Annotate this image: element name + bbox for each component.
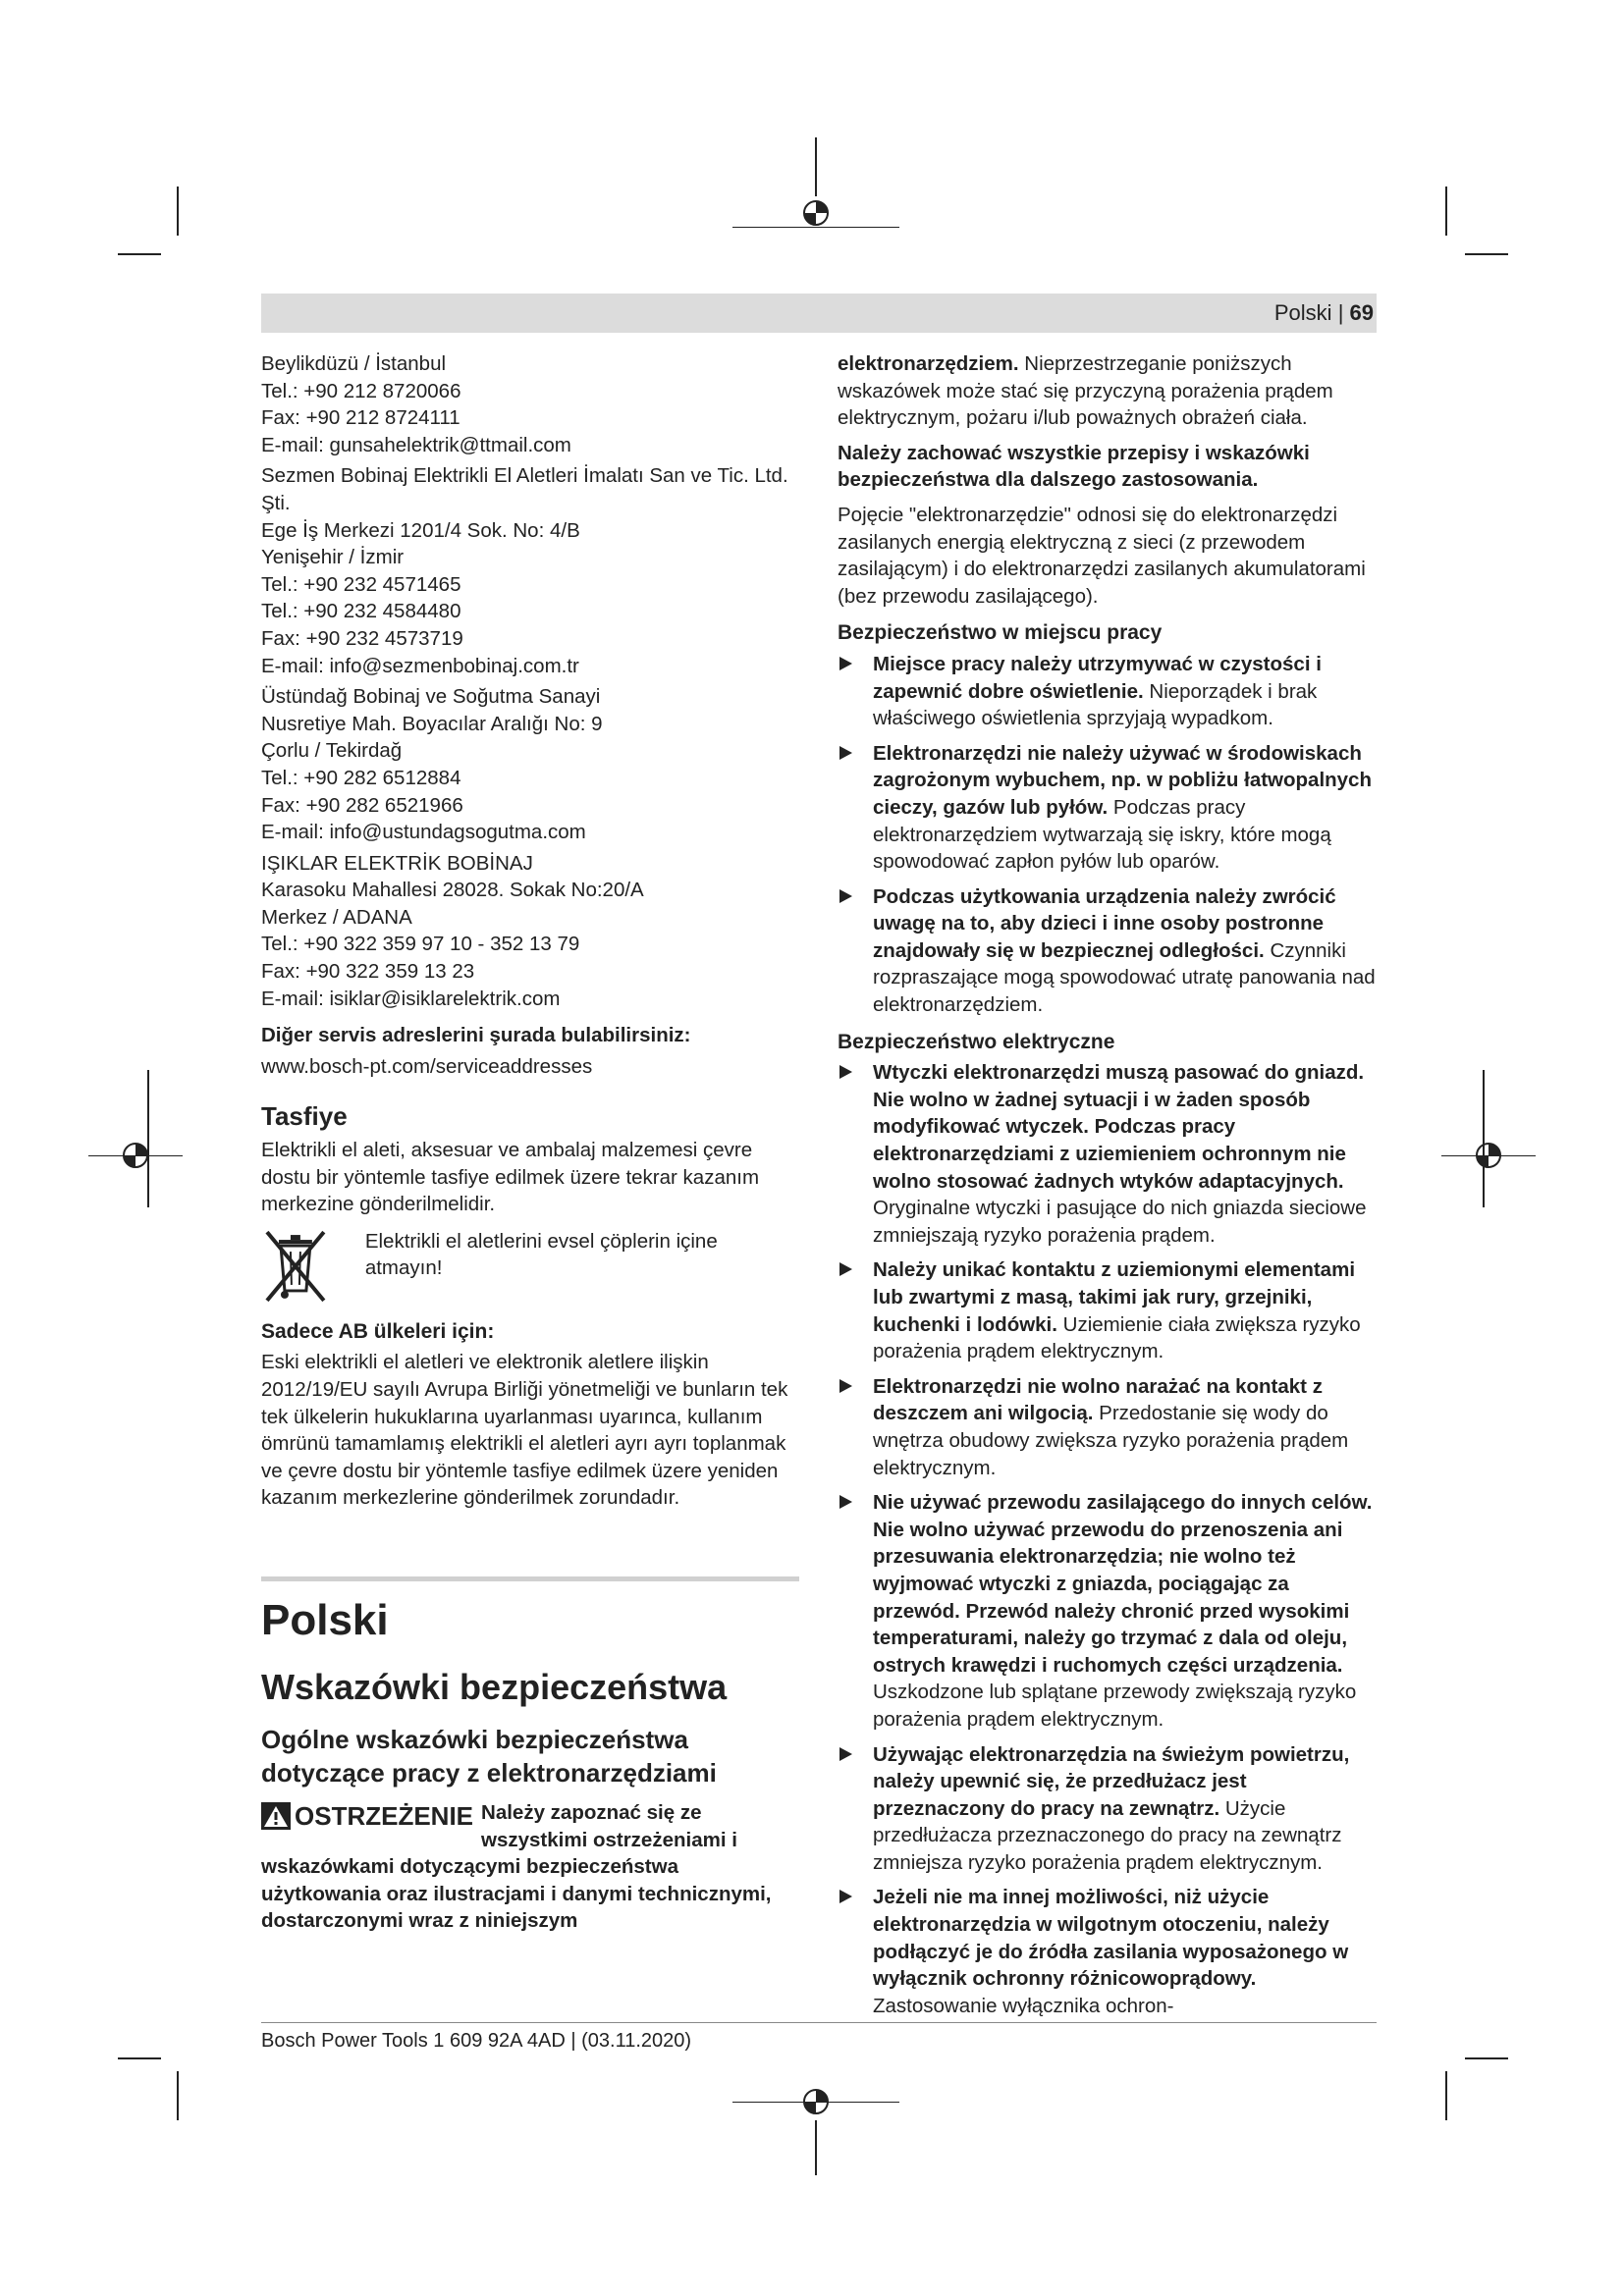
crop-mark	[1465, 253, 1508, 255]
address-line: Tel.: +90 212 8720066	[261, 379, 461, 402]
crop-mark	[815, 137, 817, 196]
other-service-heading: Diğer servis adreslerini şurada bulabilirsiniz:	[261, 1024, 691, 1047]
disposal-text: Elektrikli el aletlerini evsel çöplerin içine atmayın!	[364, 1229, 718, 1280]
address-line: Nusretiye Mah. Boyacılar Aralığı No: 9	[261, 712, 603, 735]
address-line: Fax: +90 232 4573719	[261, 626, 463, 650]
list-item	[838, 1489, 1378, 1733]
address-line: Merkez / ADANA	[261, 905, 412, 929]
address-line: IŞIKLAR ELEKTRİK BOBİNAJ	[261, 851, 533, 875]
definition-text: Pojęcie "elektronarzędzie" odnosi się do elektronarzędzi zasilanych energią elektryczną z sieci (z przewodem zasilającym) i do elektronarzędzi zasilanych akumulatorami (bez przewodu zasilającego).	[838, 503, 1366, 608]
address-line: Fax: +90 212 8724111	[261, 406, 460, 430]
list-item-text: Uszkodzone lub splątane przewody zwiększają ryzyko porażenia prądem elektrycznym.	[873, 1681, 1357, 1731]
intro-bold: elektronarzędziem.	[838, 352, 1019, 375]
page-number: 69	[1349, 300, 1374, 325]
list-item-bold: Elektronarzędzi nie należy używać w środowiskach zagrożonym wybuchem, np. w pobliżu łatwopalnych cieczy, gazów lub pyłów.	[873, 741, 1372, 819]
page-header-bar	[261, 294, 1377, 333]
keep-instructions: Należy zachować wszystkie przepisy i wskazówki bezpieczeństwa dla dalszego zastosowania.	[838, 441, 1310, 492]
address-block	[261, 850, 799, 1013]
address-line: Sezmen Bobinaj Elektrikli El Aletleri İmalatı San ve Tic. Ltd.	[261, 464, 788, 488]
warning-icon	[261, 1802, 291, 1830]
page-header	[1274, 299, 1374, 327]
bullet-arrow-icon	[839, 657, 852, 670]
list-item-bold: Jeżeli nie ma innej możliwości, niż użycie elektronarzędzia w wilgotnym otoczeniu, należy podłączyć je do źródła zasilania wyposażonego w wyłącznik ochronny różnicowoprądowy.	[873, 1886, 1349, 1991]
list-item-text: Użycie przedłużacza przeznaczonego do pracy na zewnątrz zmniejsza ryzyko porażenia prądem elektrycznym.	[873, 1796, 1342, 1874]
polski-heading: Polski	[261, 1595, 389, 1644]
safety-heading: Wskazówki bezpieczeństwa	[261, 1666, 728, 1707]
address-line: Fax: +90 282 6521966	[261, 793, 463, 817]
address-block	[261, 683, 799, 846]
address-line: Tel.: +90 322 359 97 10 - 352 13 79	[261, 933, 580, 956]
crop-mark	[177, 187, 179, 236]
address-list	[261, 350, 799, 1012]
bullet-arrow-icon	[839, 746, 852, 760]
crop-mark	[1465, 2057, 1508, 2059]
list-item	[838, 883, 1378, 1019]
address-line: Tel.: +90 282 6512884	[261, 766, 461, 789]
address-line: Tel.: +90 232 4584480	[261, 600, 461, 623]
intro-paragraph	[838, 350, 1378, 432]
header-separator: |	[1337, 300, 1350, 325]
workplace-list	[838, 651, 1378, 1019]
crop-mark	[118, 2057, 161, 2059]
bullet-arrow-icon	[839, 889, 852, 903]
ab-text: Eski elektrikli el aletleri ve elektronik aletlere ilişkin 2012/19/EU sayılı Avrupa Birliği yönetmeliği ve bunların tek tek ülkelerin hukuklarına uyarlanması uyarınca, kullanım ömrünü tamamlamış elektrikli el aletleri ayrı ayrı toplanmak ve çevre dostu bir yöntemle tasfiye edilmek üzere yeniden kazanım merkezlerine gönderilmek zorundadır.	[261, 1351, 788, 1510]
address-line: Yenişehir / İzmir	[261, 546, 405, 569]
list-item-text: Czynniki rozpraszające mogą spowodować utratę panowania nad elektronarzędziem.	[873, 938, 1376, 1017]
address-line: Ege İş Merkezi 1201/4 Sok. No: 4/B	[261, 518, 580, 542]
crop-mark	[815, 2120, 817, 2175]
list-item-text: Uziemienie ciała zwiększa ryzyko porażenia prądem elektrycznym.	[873, 1312, 1361, 1363]
crop-mark	[177, 2071, 179, 2120]
ab-heading: Sadece AB ülkeleri için:	[261, 1319, 495, 1343]
intro-text: Nieprzestrzeganie poniższych wskazówek może stać się przyczyną porażenia prądem elektrycznym, pożaru i/lub poważnych obrażeń ciała.	[838, 352, 1333, 430]
service-url: www.bosch-pt.com/serviceaddresses	[261, 1054, 593, 1078]
address-line: Tel.: +90 232 4571465	[261, 572, 461, 596]
tasfiye-heading: Tasfiye	[261, 1101, 348, 1132]
list-item	[838, 1373, 1378, 1481]
crop-mark	[118, 253, 161, 255]
address-line: Fax: +90 322 359 13 23	[261, 960, 475, 984]
crop-mark	[1445, 2071, 1447, 2120]
list-item-bold: Miejsce pracy należy utrzymywać w czystości i zapewnić dobre oświetlenie.	[873, 652, 1322, 703]
bullet-arrow-icon	[839, 1890, 852, 1903]
list-item-bold: Elektronarzędzi nie wolno narażać na kontakt z deszczem ani wilgocią.	[873, 1374, 1323, 1425]
warning-label: OSTRZEŻENIE	[295, 1800, 474, 1831]
list-item-text: Przedostanie się wody do wnętrza obudowy zwiększa ryzyko porażenia prądem elektrycznym.	[873, 1402, 1349, 1479]
address-block	[261, 350, 799, 458]
address-line: E-mail: info@sezmenbobinaj.com.tr	[261, 654, 579, 677]
crop-mark	[88, 1155, 183, 1156]
address-line: E-mail: isiklar@isiklarelektrik.com	[261, 987, 561, 1010]
warning-block	[261, 1799, 799, 1935]
electrical-list	[838, 1059, 1378, 2019]
list-item-bold: Używając elektronarzędzia na świeżym powietrzu, należy upewnić się, że przedłużacz jest przeznaczony do pracy na zewnątrz.	[873, 1742, 1350, 1820]
list-item	[838, 1059, 1378, 1249]
header-section: Polski	[1273, 300, 1332, 325]
general-safety-heading: Ogólne wskazówki bezpieczeństwa dotyczące pracy z elektronarzędziami	[261, 1724, 717, 1788]
list-item-text: Podczas pracy elektronarzędziem wytwarzają się iskry, które mogą spowodować zapłon pyłów lub oparów.	[873, 795, 1331, 874]
list-item	[838, 1256, 1378, 1364]
tasfiye-text: Elektrikli el aleti, aksesuar ve ambalaj malzemesi çevre dostu bir yöntemle tasfiye edilmek üzere tekrar kazanım merkezine gönderilmelidir.	[261, 1139, 760, 1216]
bullet-arrow-icon	[839, 1747, 852, 1761]
bullet-arrow-icon	[839, 1495, 852, 1509]
bullet-arrow-icon	[839, 1065, 852, 1079]
crop-mark	[732, 2102, 899, 2103]
warning-text: Należy zapoznać się ze wszystkimi ostrzeżeniami i wskazówkami dotyczącymi bezpieczeństwa użytkowania oraz ilustracjami i danymi technicznymi, dostarczonymi wraz z niniejszym	[261, 1800, 772, 1933]
bullet-arrow-icon	[839, 1262, 852, 1276]
electrical-heading: Bezpieczeństwo elektryczne	[838, 1030, 1115, 1053]
list-item-bold: Wtyczki elektronarzędzi muszą pasować do gniazd. Nie wolno w żadnej sytuacji i w żaden sposób modyfikować wtyczek. Podczas pracy elektronarzędziami z uziemieniem ochronnym nie wolno stosować żadnych wtyków adaptacyjnych.	[873, 1061, 1365, 1193]
address-block	[261, 462, 799, 679]
address-line: Karasoku Mahallesi 28028. Sokak No:20/A	[261, 879, 644, 902]
crossed-bin-icon	[261, 1226, 330, 1307]
address-line: Çorlu / Tekirdağ	[261, 739, 403, 763]
address-line: Üstündağ Bobinaj ve Soğutma Sanayi	[261, 685, 601, 709]
disposal-notice	[261, 1226, 799, 1307]
list-item	[838, 1741, 1378, 1877]
crop-mark	[1441, 1155, 1536, 1156]
list-item-bold: Nie używać przewodu zasilającego do innych celów. Nie wolno używać przewodu do przenoszenia ani przesuwania elektronarzędzia; nie wolno też wyjmować wtyczki z gniazda, pociągając za przewód. Przewód należy chronić przed wysokimi temperaturami, należy go trzymać z dala od oleju, ostrych krawędzi i ruchomych części urządzenia.	[873, 1491, 1373, 1677]
address-line: Beylikdüzü / İstanbul	[261, 352, 447, 375]
bullet-arrow-icon	[839, 1379, 852, 1393]
address-line: E-mail: info@ustundagsogutma.com	[261, 821, 586, 844]
address-line: E-mail: gunsahelektrik@ttmail.com	[261, 433, 571, 456]
list-item-text: Oryginalne wtyczki i pasujące do nich gniazda sieciowe zmniejszają ryzyko porażenia prądem.	[873, 1197, 1367, 1247]
workplace-heading: Bezpieczeństwo w miejscu pracy	[838, 621, 1163, 645]
list-item-text: Nieporządek i brak właściwego oświetlenia sprzyjają wypadkom.	[873, 679, 1318, 730]
list-item	[838, 651, 1378, 732]
crop-mark	[1445, 187, 1447, 236]
list-item	[838, 740, 1378, 876]
crop-mark	[732, 227, 899, 228]
registration-mark-icon	[799, 196, 833, 230]
right-column	[838, 350, 1378, 2027]
list-item	[838, 1884, 1378, 2019]
warning-badge	[261, 1801, 473, 1831]
page-footer: Bosch Power Tools 1 609 92A 4AD | (03.11.2020)	[261, 2030, 692, 2052]
list-item-bold: Podczas użytkowania urządzenia należy zwrócić uwagę na to, aby dzieci i inne osoby postronne znajdowały się w bezpiecznej odległości.	[873, 884, 1336, 962]
left-column	[261, 350, 799, 1935]
list-item-bold: Należy unikać kontaktu z uziemionymi elementami lub zwartymi z masą, takimi jak rury, grzejniki, kuchenki i lodówki.	[873, 1258, 1356, 1336]
section-divider	[261, 1576, 799, 1581]
footer-rule	[261, 2022, 1377, 2023]
list-item-text: Zastosowanie wyłącznika ochron-	[873, 1994, 1174, 2017]
address-line: Şti.	[261, 491, 291, 514]
